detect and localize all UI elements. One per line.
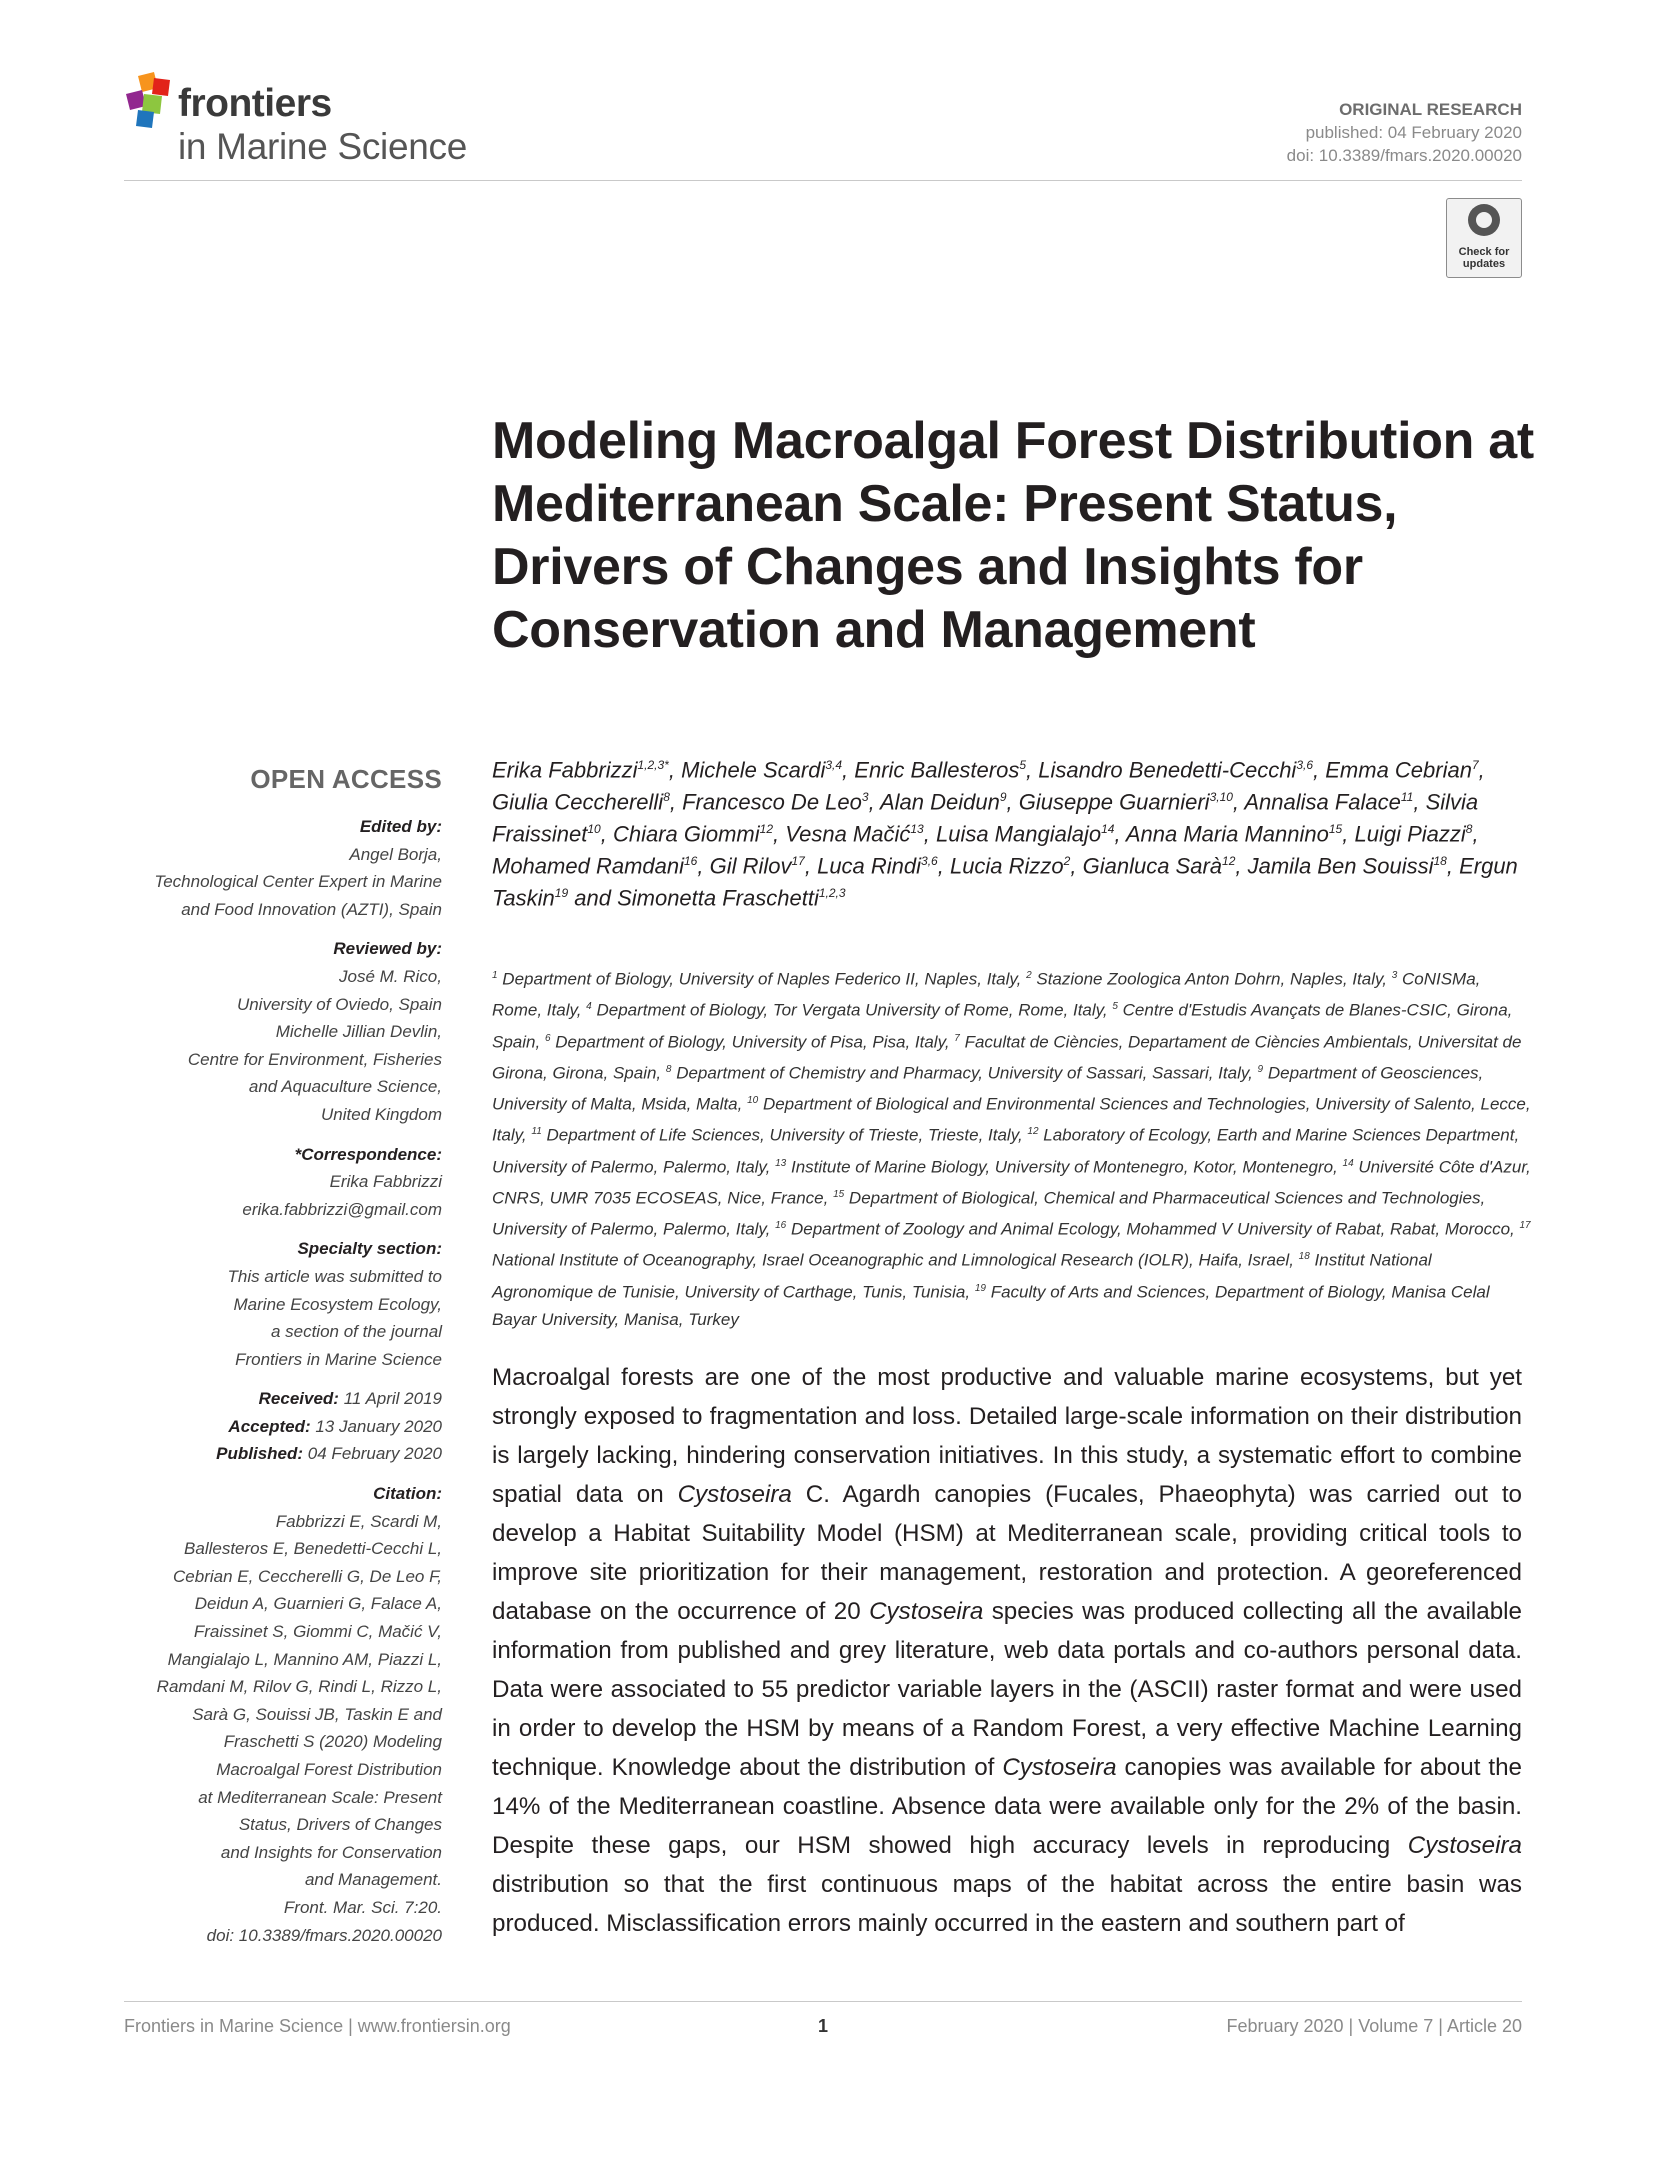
reviewer-line: University of Oviedo, Spain	[236, 994, 442, 1014]
affiliation-number: 17	[1519, 1220, 1531, 1231]
author-affiliation-ref: 16	[683, 853, 698, 868]
author-affiliation-ref: 12	[1222, 853, 1236, 868]
author-name: Alan Deidun	[879, 789, 1000, 815]
crossmark-icon	[1468, 204, 1500, 236]
citation-info	[90, 1508, 442, 1950]
citation-line: at Mediterranean Scale: Present	[198, 1787, 442, 1807]
citation-line: Mangialajo L, Mannino AM, Piazzi L,	[167, 1649, 442, 1669]
author-name: Lisandro Benedetti-Cecchi	[1038, 757, 1297, 783]
page-number: 1	[818, 2016, 829, 2036]
author-affiliation-ref: 8	[663, 789, 670, 804]
abstract-text	[492, 1358, 1522, 1943]
author-affiliation-ref: 3,6	[921, 853, 938, 868]
correspondence-line: Erika Fabbrizzi	[329, 1172, 442, 1192]
accepted-date: Accepted: 13 January 2020	[228, 1416, 442, 1436]
affiliation-text: National Institute of Oceanography, Israel Oceanographic and Limnological Research (IOLR), Haifa, Israel,	[492, 1250, 1294, 1270]
author-affiliation-ref: 1,2,3	[818, 885, 846, 900]
affiliation-text: Facultat de Ciències, Departament de Ciències Ambientals, Universitat de Girona, Girona, Spain,	[492, 1032, 1522, 1083]
author-name: Silvia Fraissinet	[492, 789, 1479, 847]
affiliation-number: 7	[954, 1032, 960, 1044]
affiliation-number: 1	[492, 970, 498, 981]
published-date: published: 04 February 2020	[1305, 123, 1522, 142]
specialty-line: Marine Ecosystem Ecology,	[233, 1294, 442, 1314]
author-name: Ergun Taskin	[492, 853, 1518, 911]
reviewed-by-label: Reviewed by:	[333, 939, 442, 959]
specialty-line: a section of the journal	[270, 1322, 442, 1342]
correspondence-info	[90, 1168, 442, 1223]
citation-line: and Insights for Conservation	[220, 1842, 442, 1862]
affiliation-number: 14	[1342, 1157, 1354, 1169]
author-affiliation-ref: 1,2,3*	[637, 758, 669, 772]
affiliation-text: Department of Geosciences, University of Malta, Msida, Malta,	[492, 1063, 1484, 1114]
author-affiliation-ref: 3,6	[1296, 758, 1314, 772]
article-doi[interactable]: doi: 10.3389/fmars.2020.00020	[1286, 146, 1522, 165]
article-type: ORIGINAL RESEARCH	[1339, 100, 1522, 119]
author-name: Simonetta Fraschetti	[617, 885, 819, 911]
author-name: Anna Maria Mannino	[1125, 821, 1329, 847]
affiliation-text: Centre d'Estudis Avançats de Blanes-CSIC, Girona, Spain,	[492, 1000, 1513, 1052]
species-name: Cystoseira	[869, 1598, 984, 1625]
author-name: Emma Cebrian	[1325, 757, 1472, 783]
species-name: Cystoseira	[677, 1481, 792, 1508]
affiliation-text: Faculty of Arts and Sciences, Department of Biology, Manisa Celal Bayar University, Manisa, Turkey	[492, 1282, 1490, 1329]
abstract-segment: canopies was available for about the 14% of the Mediterranean coastline. Absence data were available only for the 2% of the basin. Despite these gaps, our HSM showed high accuracy levels in reproducing	[492, 1754, 1522, 1859]
footer-divider	[124, 2001, 1522, 2002]
affiliation-number: 19	[974, 1282, 986, 1294]
citation-label: Citation:	[373, 1484, 442, 1504]
affiliation-text: Department of Life Sciences, University of Trieste, Trieste, Italy,	[546, 1125, 1023, 1145]
affiliation-text: Laboratory of Ecology, Earth and Marine Sciences Department, University of Palermo, Palermo, Italy,	[492, 1125, 1520, 1177]
article-title: Modeling Macroalgal Forest Distribution at Mediterranean Scale: Present Status, Drivers of Changes and Insights for Conservation and Management	[492, 412, 1534, 659]
affiliation-text: Institute of Marine Biology, University of Montenegro, Kotor, Montenegro,	[790, 1157, 1338, 1177]
specialty-info	[90, 1263, 442, 1373]
citation-line: and Management.	[304, 1870, 442, 1890]
author-name: Gil Rilov	[709, 853, 792, 879]
citation-line: Front. Mar. Sci. 7:20.	[283, 1897, 442, 1917]
citation-line: Macroalgal Forest Distribution	[216, 1760, 442, 1779]
citation-line: Cebrian E, Ceccherelli G, De Leo F,	[173, 1566, 442, 1586]
header-divider	[124, 180, 1522, 181]
affiliation-number: 2	[1026, 970, 1032, 981]
author-name: Francesco De Leo	[682, 789, 862, 815]
logo-wordmark: frontiers	[178, 82, 332, 125]
reviewer-line: Michelle Jillian Devlin,	[275, 1022, 442, 1042]
footer-issue-info: February 2020 | Volume 7 | Article 20	[1226, 2016, 1522, 2036]
citation-line: Ballesteros E, Benedetti-Cecchi L,	[184, 1539, 442, 1559]
citation-line: doi: 10.3389/fmars.2020.00020	[206, 1925, 442, 1945]
author-affiliation-ref: 9	[999, 789, 1007, 804]
abstract-segment: C. Agardh canopies (Fucales, Phaeophyta) was carried out to develop a Habitat Suitability Model (HSM) at Mediterranean scale, providing critical tools to improve site prioritization for their management, restoration and protection. A georeferenced database on the occurrence of 20	[492, 1481, 1522, 1625]
specialty-line: This article was submitted to	[227, 1266, 442, 1286]
logo-journal-name: in Marine Science	[178, 126, 467, 167]
affiliation-text: Department of Biological and Environmental Sciences and Technologies, University of Salento, Lecce, Italy,	[492, 1094, 1531, 1145]
correspondence-label: *Correspondence:	[294, 1144, 442, 1164]
affiliation-text: Department of Biology, University of Naples Federico II, Naples, Italy,	[502, 969, 1022, 989]
affiliation-text: Stazione Zoologica Anton Dohrn, Naples, Italy,	[1036, 969, 1387, 989]
author-name: Gianluca Sarà	[1082, 853, 1223, 879]
author-name: Luca Rindi	[817, 853, 922, 879]
reviewer-info	[90, 963, 442, 1129]
abstract-segment: species was produced collecting all the available information from published and grey literature, web data portals and co-authors personal data. Data were associated to 55 predictor variable layers in the (ASCII) raster format and were used in order to develop the HSM by means of a Random Forest, a very effective Machine Learning technique. Knowledge about the distribution of	[492, 1598, 1522, 1781]
author-list: Erika Fabbrizzi$^{1,2,3*}$, Michele Scardi$^{3,4}$, Enric Ballesteros$^5$, Lisandro Benedetti-Cecchi$^{3,6}$, Emma Cebrian$^7$, Giulia Ceccherelli$^8$, Francesco De Leo$^3$, Alan Deidun$^9$, Giuseppe Guarnieri$^{3,10}$, Annalisa Falace$^{11}$, Silvia Fraissinet$^{10}$, Chiara Giommi$^{12}$, Vesna Mačić$^{13}$, Luisa Mangialajo$^{14}$, Anna Maria Mannino$^{15}$, Luigi Piazzi$^8$, Mohamed Ramdani$^{16}$, Gil Rilov$^{17}$, Luca Rindi$^{3,6}$, Lucia Rizzo$^2$, Gianluca Sarà$^{12}$, Jamila Ben Souissi$^{18}$, Ergun Taskin$^{19}$ and Simonetta Fraschetti$^{1,2,3}$	[492, 757, 1518, 911]
author-affiliation-ref: 18	[1433, 853, 1447, 868]
affiliation-number: 16	[775, 1220, 787, 1231]
author-name: Erika Fabbrizzi	[492, 757, 638, 783]
affiliation-number: 12	[1027, 1126, 1039, 1138]
author-affiliation-ref: 8	[1465, 821, 1473, 836]
author-name: Lucia Rizzo	[949, 853, 1064, 879]
reviewer-line: José M. Rico,	[339, 966, 442, 986]
reviewer-line: United Kingdom	[321, 1104, 442, 1124]
author-name: Annalisa Falace	[1244, 789, 1401, 815]
author-name: Luigi Piazzi	[1354, 821, 1466, 847]
specialty-section-label: Specialty section:	[297, 1239, 442, 1259]
article-meta	[1287, 98, 1522, 167]
editor-line: Angel Borja,	[349, 844, 442, 864]
affiliation-text: Department of Chemistry and Pharmacy, University of Sassari, Sassari, Italy,	[676, 1063, 1253, 1083]
affiliation-text: CoNISMa, Rome, Italy,	[492, 969, 1481, 1020]
species-name: Cystoseira	[1407, 1832, 1522, 1859]
affiliation-number: 4	[586, 1001, 592, 1013]
author-affiliation-ref: 2	[1063, 853, 1071, 868]
affiliation-text: Department of Biology, Tor Vergata University of Rome, Rome, Italy,	[596, 1000, 1108, 1020]
editor-line: Technological Center Expert in Marine	[154, 872, 442, 892]
footer-journal-link[interactable]: Frontiers in Marine Science | www.frontiersin.org	[124, 2016, 511, 2036]
species-name: Cystoseira	[1002, 1754, 1117, 1781]
affiliation-text: Department of Biological, Chemical and Pharmaceutical Sciences and Technologies, University of Palermo, Palermo, Italy,	[492, 1188, 1486, 1239]
author-affiliation-ref: 17	[791, 853, 805, 868]
citation-line: Fabbrizzi E, Scardi M,	[275, 1511, 442, 1531]
affiliation-number: 13	[775, 1157, 787, 1169]
citation-line: Ramdani M, Rilov G, Rindi L, Rizzo L,	[156, 1677, 442, 1697]
check-for-updates-button[interactable]: Check for updates	[1446, 198, 1522, 278]
author-name: Chiara Giommi	[612, 821, 760, 847]
affiliation-text: Université Côte d'Azur, CNRS, UMR 7035 ECOSEAS, Nice, France,	[492, 1157, 1531, 1208]
affiliation-number: 9	[1257, 1063, 1264, 1075]
author-affiliation-ref: 11	[1400, 789, 1414, 804]
citation-line: Fraissinet S, Giommi C, Mačić V,	[193, 1622, 442, 1642]
author-affiliation-ref: 3,10	[1209, 789, 1233, 804]
author-name: Giulia Ceccherelli	[492, 789, 664, 815]
citation-line: Fraschetti S (2020) Modeling	[223, 1732, 442, 1752]
reviewer-line: Centre for Environment, Fisheries	[187, 1049, 442, 1069]
correspondence-line: erika.fabbrizzi@gmail.com	[242, 1199, 442, 1219]
affiliation-number: 8	[665, 1063, 672, 1075]
published-date-sidebar: Published: 04 February 2020	[216, 1444, 442, 1464]
article-info-sidebar	[90, 762, 442, 1949]
author-affiliation-ref: 12	[759, 821, 774, 836]
affiliation-number: 3	[1391, 970, 1398, 981]
author-affiliation-ref: 10	[587, 821, 601, 836]
affiliation-text: Department of Zoology and Animal Ecology, Mohammed V University of Rabat, Rabat, Morocco,	[790, 1219, 1515, 1239]
edited-by-label: Edited by:	[359, 817, 442, 836]
author-affiliation-ref: 13	[910, 821, 924, 836]
open-access-label: OPEN ACCESS	[250, 764, 442, 794]
abstract-segment: distribution so that the first continuous maps of the habitat across the entire basin was produced. Misclassification errors mainly occurred in the eastern and southern part of	[492, 1871, 1522, 1937]
author-affiliation-ref: 3	[861, 789, 869, 804]
affiliation-text: Department of Biology, University of Pisa, Pisa, Italy,	[555, 1032, 950, 1052]
reviewer-line: and Aquaculture Science,	[248, 1077, 442, 1097]
author-name: Luisa Mangialajo	[935, 821, 1102, 847]
specialty-line: Frontiers in Marine Science	[235, 1349, 442, 1369]
received-date: Received: 11 April 2019	[258, 1389, 442, 1409]
author-affiliation-ref: 3,4	[825, 758, 843, 772]
author-name: Mohamed Ramdani	[492, 853, 684, 879]
citation-line: Deidun A, Guarnieri G, Falace A,	[194, 1594, 442, 1614]
affiliation-number: 10	[747, 1095, 759, 1106]
affiliation-number: 11	[531, 1126, 542, 1138]
author-name: Michele Scardi	[681, 757, 826, 783]
affiliation-number: 18	[1298, 1251, 1310, 1263]
affiliation-number: 15	[833, 1188, 845, 1200]
author-affiliation-ref: 15	[1328, 821, 1343, 836]
citation-line: Status, Drivers of Changes	[238, 1815, 442, 1835]
author-name: Vesna Mačić	[785, 821, 911, 847]
affiliation-number: 6	[544, 1032, 551, 1044]
author-name: Enric Ballesteros	[854, 757, 1020, 783]
affiliation-text: Institut National Agronomique de Tunisie, University of Carthage, Tunis, Tunisia,	[492, 1250, 1432, 1302]
editor-line: and Food Innovation (AZTI), Spain	[181, 899, 442, 919]
affiliation-list	[492, 962, 1532, 1333]
affiliation-number: 5	[1112, 1001, 1118, 1013]
author-affiliation-ref: 7	[1471, 758, 1479, 772]
abstract-segment: Macroalgal forests are one of the most productive and valuable marine ecosystems, but yet strongly exposed to fragmentation and loss. Detailed large-scale information on their distribution is largely lacking, hindering conservation initiatives. In this study, a systematic effort to combine spatial data on	[492, 1364, 1522, 1508]
author-name: Jamila Ben Souissi	[1247, 853, 1434, 879]
citation-line: Sarà G, Souissi JB, Taskin E and	[192, 1704, 442, 1724]
author-affiliation-ref: 5	[1019, 758, 1027, 772]
editor-info	[90, 841, 442, 924]
author-affiliation-ref: 19	[554, 885, 569, 900]
frontiers-logo-icon	[124, 68, 182, 130]
author-name: Giuseppe Guarnieri	[1018, 789, 1210, 815]
author-affiliation-ref: 14	[1101, 821, 1115, 836]
